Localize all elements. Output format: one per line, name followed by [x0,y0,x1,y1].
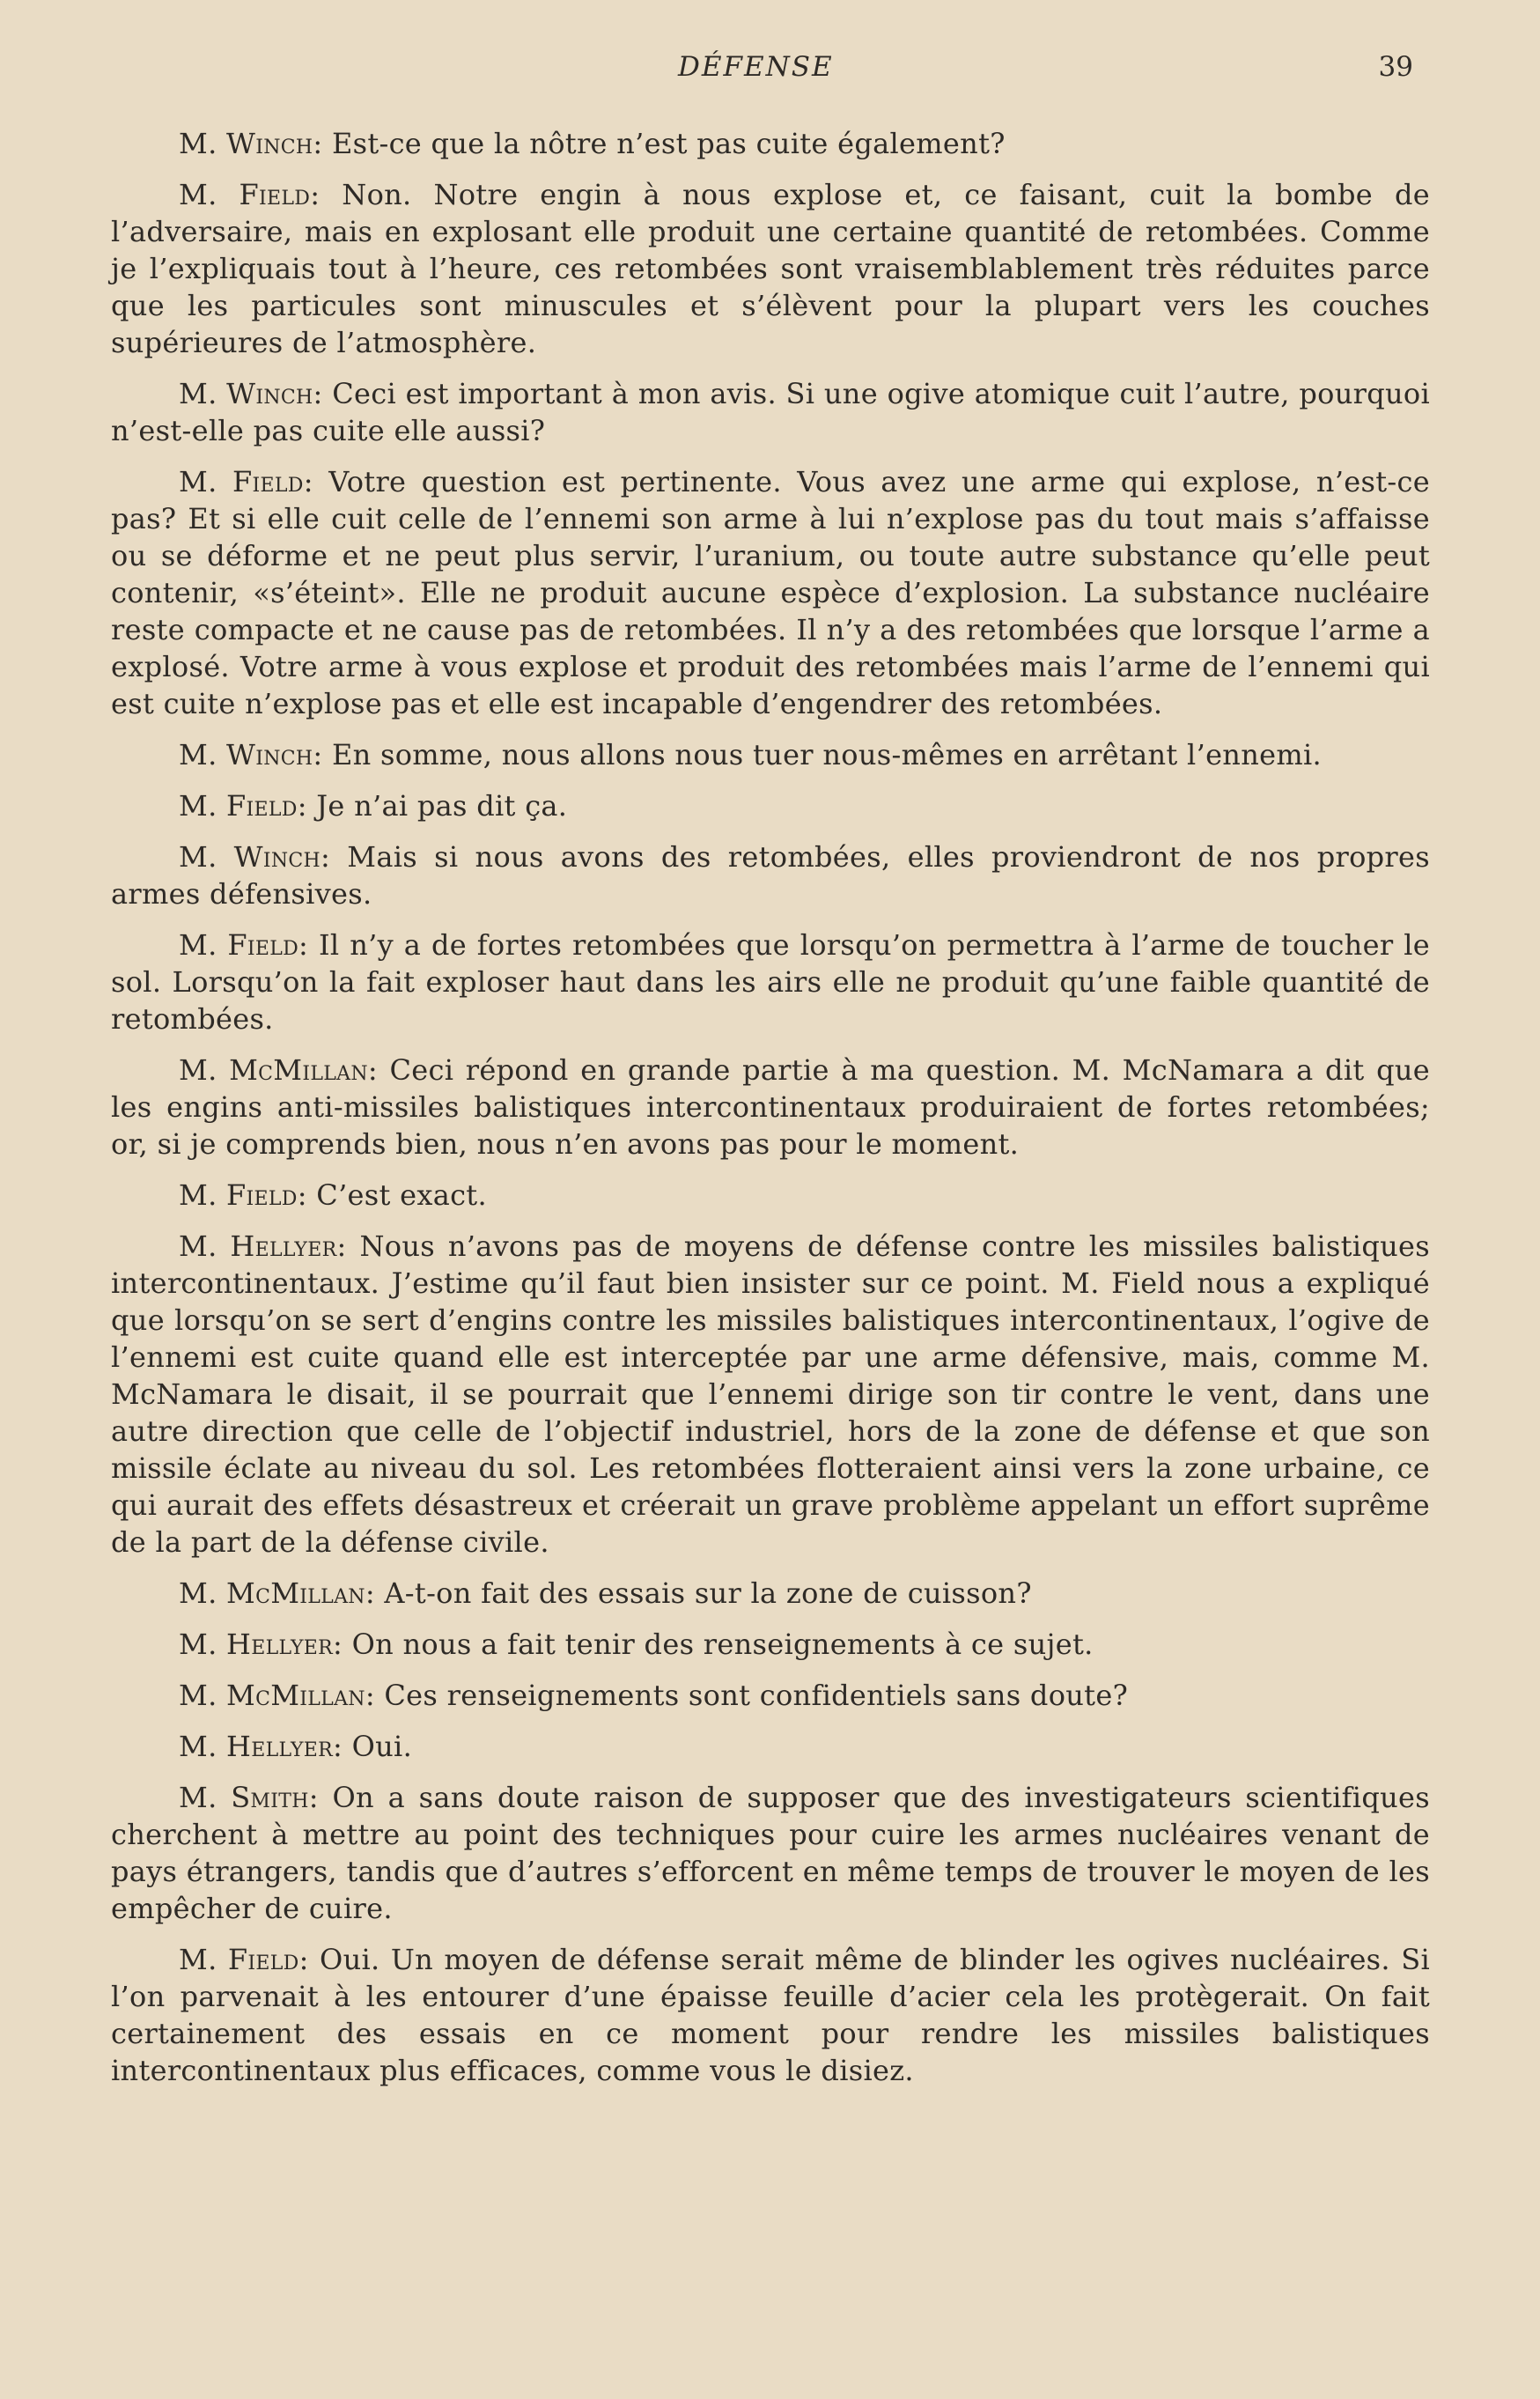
speech-text: On a sans doute raison de supposer que des investigateurs scientifiques cherchent à mettre au point des techniques pour cuire les armes nucléaires venant de pays étrangers, tandis que d’autres s’efforcent en même temps de trouver le moyen de les empêcher de cuire. [111,1781,1430,1925]
speech-text: Oui. Un moyen de défense serait même de blinder les ogives nucléaires. Si l’on parvenait à les entourer d’une épaisse feuille d’acier cela les protègerait. On fait certainement des essais en ce moment pour rendre les missiles balistiques intercontinentaux plus efficaces, comme vous le disiez. [111,1943,1430,2087]
transcript-paragraph [111,1779,1430,1927]
speech-text: En somme, nous allons nous tuer nous-mêmes en arrêtant l’ennemi. [331,738,1323,771]
transcript-paragraph [111,736,1430,773]
transcript-paragraph [111,1626,1430,1663]
speaker-name: M. Hellyer: [179,1730,343,1763]
speech-text: Ceci répond en grande partie à ma question. M. McNamara a dit que les engins anti-missiles balistiques intercontinentaux produiraient de fortes retombées; or, si je comprends bien, nous n’en avons pas pour le moment. [111,1053,1430,1161]
speaker-name: M. Field: [179,178,321,211]
speaker-name: M. Hellyer: [179,1229,347,1263]
speech-text: Nous n’avons pas de moyens de défense contre les missiles balistiques intercontinentaux. J’estime qu’il faut bien insister sur ce point. M. Field nous a expliqué que lorsqu’on se sert d’engins contre les missiles balistiques intercontinentaux, l’ogive de l’ennemi est cuite quand elle est interceptée par une arme défensive, mais, comme M. McNamara le disait, il se pourrait que l’ennemi dirige son tir contre le vent, dans une autre direction que celle de l’objectif industriel, hors de la zone de défense et que son missile éclate au niveau du sol. Les retombées flotteraient ainsi vers la zone urbaine, ce qui aurait des effets désastreux et créerait un grave problème appelant un effort suprême de la part de la défense civile. [111,1229,1430,1559]
transcript-paragraph [111,1228,1430,1561]
speaker-name: M. McMillan: [179,1576,375,1610]
transcript-paragraph [111,787,1430,824]
transcript-paragraph [111,1052,1430,1163]
speaker-name: M. McMillan: [179,1679,375,1712]
speaker-name: M. Field: [179,789,307,823]
speech-text: Votre question est pertinente. Vous avez une arme qui explose, n’est-ce pas? Et si elle cuit celle de l’ennemi son arme à lui n’explose pas du tout mais s’affaisse ou se déforme et ne peut plus servir, l’uranium, ou toute autre substance qu’elle peut contenir, «s’éteint». Elle ne produit aucune espèce d’explosion. La substance nucléaire reste compacte et ne cause pas de retombées. Il n’y a des retombées que lorsque l’arme a explosé. Votre arme à vous explose et produit des retombées mais l’arme de l’ennemi qui est cuite n’explose pas et elle est incapable d’engendrer des retombées. [111,465,1430,720]
transcript-paragraph [111,1941,1430,2089]
transcript-paragraph [111,1677,1430,1714]
speech-text: Non. Notre engin à nous explose et, ce faisant, cuit la bombe de l’adversaire, mais en explosant elle produit une certaine quantité de retombées. Comme je l’expliquais tout à l’heure, ces retombées sont vraisemblablement très réduites parce que les particules sont minuscules et s’élèvent pour la plupart vers les couches supérieures de l’atmosphère. [111,178,1431,359]
transcript-paragraph [111,176,1430,361]
speech-text: Je n’ai pas dit ça. [316,789,568,823]
speaker-name: M. McMillan: [179,1053,378,1087]
speaker-name: M. Winch: [179,377,323,410]
speaker-name: M. Field: [179,1178,307,1212]
speaker-name: M. Hellyer: [179,1628,343,1661]
speaker-name: M. Smith: [179,1781,319,1814]
transcript-paragraph [111,1728,1430,1765]
speech-text: On nous a fait tenir des renseignements à ce sujet. [351,1628,1094,1661]
transcript-paragraph [111,463,1430,722]
transcript-paragraph [111,926,1430,1037]
running-header [0,51,1540,92]
speaker-name: M. Field: [179,465,313,498]
running-title: DÉFENSE [678,51,834,83]
speaker-name: M. Winch: [179,840,331,874]
speech-text: Ces renseignements sont confidentiels sans doute? [384,1679,1129,1712]
speech-text: Oui. [351,1730,413,1763]
speech-text: C’est exact. [316,1178,487,1212]
speaker-name: M. Field: [179,1943,309,1976]
transcript-paragraph [111,125,1430,162]
speech-text: A-t-on fait des essais sur la zone de cuisson? [384,1576,1032,1610]
speech-text: Mais si nous avons des retombées, elles proviendront de nos propres armes défensives. [111,840,1430,911]
transcript-paragraph [111,1177,1430,1214]
transcript-paragraph [111,1575,1430,1612]
page-number: 39 [1378,51,1413,83]
speaker-name: M. Winch: [179,127,323,160]
speech-text: Il n’y a de fortes retombées que lorsqu’on permettra à l’arme de toucher le sol. Lorsqu’on la fait exploser haut dans les airs elle ne produit qu’une faible quantité de retombées. [111,928,1430,1036]
transcript-body [111,125,1430,2103]
transcript-paragraph [111,375,1430,449]
speaker-name: M. Field: [179,928,309,962]
speech-text: Ceci est important à mon avis. Si une ogive atomique cuit l’autre, pourquoi n’est-elle pas cuite elle aussi? [111,377,1430,447]
speaker-name: M. Winch: [179,738,323,771]
transcript-paragraph [111,838,1430,912]
speech-text: Est-ce que la nôtre n’est pas cuite également? [331,127,1006,160]
